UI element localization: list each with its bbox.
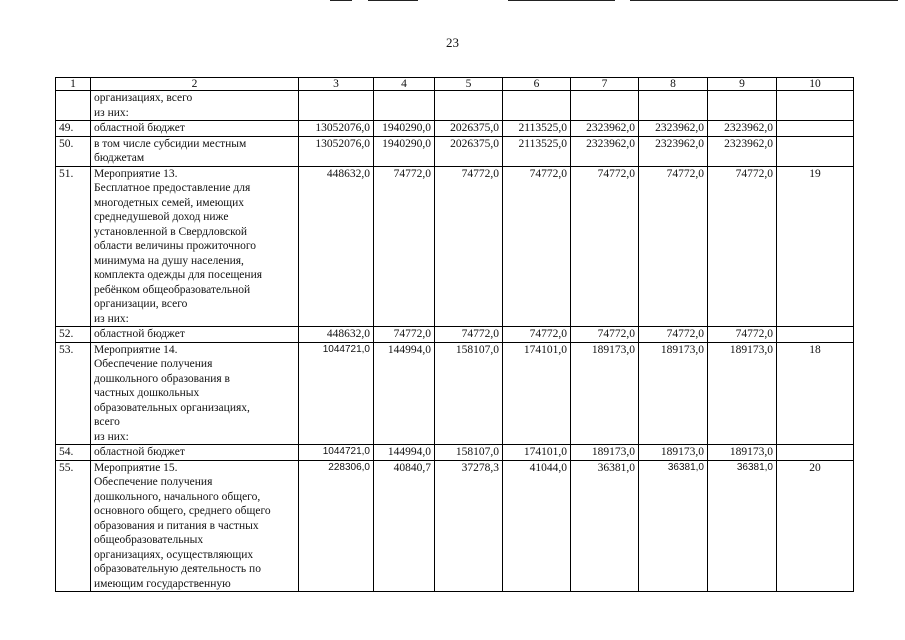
- description-line: частных дошкольных: [94, 387, 200, 399]
- value-cell: 74772,0: [435, 327, 503, 343]
- value-cell: [374, 91, 435, 121]
- value-cell: 2323962,0: [639, 121, 708, 137]
- header-cell: 5: [435, 78, 503, 91]
- value-cell: 1940290,0: [374, 136, 435, 166]
- description-line: образовательных организациях,: [94, 401, 250, 414]
- row-description: [91, 166, 299, 327]
- value-cell: 228306,0: [299, 460, 374, 592]
- value-cell: 74772,0: [374, 327, 435, 343]
- description-line: Обеспечение получения: [94, 358, 213, 370]
- description-line: областной бюджет: [94, 328, 185, 340]
- header-cell: 7: [571, 78, 639, 91]
- target-indicator: [777, 445, 854, 461]
- description-line: областной бюджет: [94, 122, 185, 134]
- value-cell: 2113525,0: [503, 136, 571, 166]
- row-number: 49.: [56, 121, 91, 137]
- description-line: комплекта одежды для посещения: [94, 269, 263, 281]
- top-rule-left: [330, 0, 352, 1]
- value-cell: 2026375,0: [435, 121, 503, 137]
- target-indicator: [777, 327, 854, 343]
- header-cell: 1: [56, 78, 91, 91]
- value-cell: [639, 91, 708, 121]
- row-description: [91, 91, 299, 121]
- row-number: [56, 91, 91, 121]
- row-description: [91, 342, 299, 445]
- description-line: основного общего, среднего общего: [94, 505, 271, 517]
- value-cell: 2323962,0: [639, 136, 708, 166]
- value-cell: 158107,0: [435, 445, 503, 461]
- target-indicator: 18: [777, 342, 854, 445]
- value-cell: 2323962,0: [571, 121, 639, 137]
- row-number: 54.: [56, 445, 91, 461]
- table-row: [56, 445, 854, 461]
- table-row: [56, 136, 854, 166]
- row-number: 55.: [56, 460, 91, 592]
- value-cell: 74772,0: [639, 166, 708, 327]
- header-cell: 4: [374, 78, 435, 91]
- target-indicator: 19: [777, 166, 854, 327]
- value-cell: [571, 91, 639, 121]
- value-cell: 13052076,0: [299, 136, 374, 166]
- row-number: 53.: [56, 342, 91, 445]
- value-cell: 174101,0: [503, 342, 571, 445]
- row-description: [91, 121, 299, 137]
- description-line: минимума на душу населения,: [94, 254, 244, 267]
- value-cell: 144994,0: [374, 445, 435, 461]
- description-line: имеющим государственную: [94, 577, 231, 590]
- value-cell: 37278,3: [435, 460, 503, 592]
- top-rule-far: [630, 0, 898, 1]
- description-line: из них:: [94, 106, 129, 119]
- value-cell: 36381,0: [708, 460, 777, 592]
- value-cell: 74772,0: [374, 166, 435, 327]
- description-line: бюджетам: [94, 152, 145, 164]
- row-number: 51.: [56, 166, 91, 327]
- value-cell: 74772,0: [639, 327, 708, 343]
- description-line: образования и питания в частных: [94, 519, 259, 532]
- value-cell: 1044721,0: [299, 342, 374, 445]
- value-cell: 74772,0: [708, 166, 777, 327]
- value-cell: [299, 91, 374, 121]
- description-line: в том числе субсидии местным: [94, 137, 247, 150]
- table-row: [56, 166, 854, 327]
- header-cell: 3: [299, 78, 374, 91]
- row-number: 52.: [56, 327, 91, 343]
- description-line: области величины прожиточного: [94, 240, 257, 252]
- description-line: дошкольного образования в: [94, 372, 230, 385]
- value-cell: 2026375,0: [435, 136, 503, 166]
- page-number: 23: [446, 35, 459, 50]
- value-cell: 36381,0: [639, 460, 708, 592]
- value-cell: 40840,7: [374, 460, 435, 592]
- value-cell: 189173,0: [708, 342, 777, 445]
- header-cell: 2: [91, 78, 299, 91]
- header-cell: 9: [708, 78, 777, 91]
- row-number: 50.: [56, 136, 91, 166]
- value-cell: 2323962,0: [708, 136, 777, 166]
- value-cell: 189173,0: [708, 445, 777, 461]
- description-line: областной бюджет: [94, 446, 185, 458]
- value-cell: 74772,0: [435, 166, 503, 327]
- description-line: ребёнком общеобразовательной: [94, 283, 251, 296]
- value-cell: 74772,0: [708, 327, 777, 343]
- value-cell: 174101,0: [503, 445, 571, 461]
- row-description: [91, 327, 299, 343]
- row-description: [91, 136, 299, 166]
- header-cell: 6: [503, 78, 571, 91]
- target-indicator: 20: [777, 460, 854, 592]
- value-cell: 1044721,0: [299, 445, 374, 461]
- description-line: Бесплатное предоставление для: [94, 182, 251, 194]
- value-cell: [435, 91, 503, 121]
- description-line: установленной в Свердловской: [94, 225, 247, 238]
- description-line: образовательную деятельность по: [94, 563, 261, 575]
- description-line: среднедушевой доход ниже: [94, 211, 229, 223]
- top-rule-right: [508, 0, 615, 1]
- header-cell: 8: [639, 78, 708, 91]
- value-cell: 74772,0: [503, 327, 571, 343]
- description-line: многодетных семей, имеющих: [94, 196, 245, 209]
- header-row: [56, 78, 854, 91]
- value-cell: 2323962,0: [571, 136, 639, 166]
- description-line: общеобразовательных: [94, 534, 204, 546]
- row-description: [91, 445, 299, 461]
- description-line: Мероприятие 15.: [94, 461, 178, 474]
- target-indicator: [777, 121, 854, 137]
- table-row: [56, 91, 854, 121]
- table-row: [56, 121, 854, 137]
- table-row: [56, 327, 854, 343]
- description-line: Мероприятие 14.: [94, 343, 178, 356]
- value-cell: [503, 91, 571, 121]
- description-line: из них:: [94, 312, 129, 325]
- value-cell: 74772,0: [571, 327, 639, 343]
- value-cell: 448632,0: [299, 166, 374, 327]
- value-cell: 448632,0: [299, 327, 374, 343]
- value-cell: 144994,0: [374, 342, 435, 445]
- row-description: [91, 460, 299, 592]
- value-cell: 41044,0: [503, 460, 571, 592]
- description-line: из них:: [94, 430, 129, 443]
- value-cell: 1940290,0: [374, 121, 435, 137]
- description-line: организациях, осуществляющих: [94, 548, 254, 561]
- value-cell: 189173,0: [639, 342, 708, 445]
- value-cell: 189173,0: [571, 342, 639, 445]
- value-cell: 2113525,0: [503, 121, 571, 137]
- value-cell: 36381,0: [571, 460, 639, 592]
- value-cell: 13052076,0: [299, 121, 374, 137]
- description-line: организации, всего: [94, 298, 188, 310]
- target-indicator: [777, 91, 854, 121]
- description-line: дошкольного, начального общего,: [94, 490, 261, 503]
- description-line: всего: [94, 416, 120, 428]
- value-cell: 158107,0: [435, 342, 503, 445]
- target-indicator: [777, 136, 854, 166]
- table-row: [56, 342, 854, 445]
- value-cell: 189173,0: [639, 445, 708, 461]
- budget-table: [55, 77, 854, 592]
- header-cell: 10: [777, 78, 854, 91]
- value-cell: 189173,0: [571, 445, 639, 461]
- description-line: Обеспечение получения: [94, 476, 213, 488]
- value-cell: 74772,0: [571, 166, 639, 327]
- table-row: [56, 460, 854, 592]
- top-rule-mid: [368, 0, 418, 1]
- description-line: Мероприятие 13.: [94, 167, 178, 180]
- description-line: организациях, всего: [94, 92, 193, 104]
- value-cell: 74772,0: [503, 166, 571, 327]
- value-cell: [708, 91, 777, 121]
- value-cell: 2323962,0: [708, 121, 777, 137]
